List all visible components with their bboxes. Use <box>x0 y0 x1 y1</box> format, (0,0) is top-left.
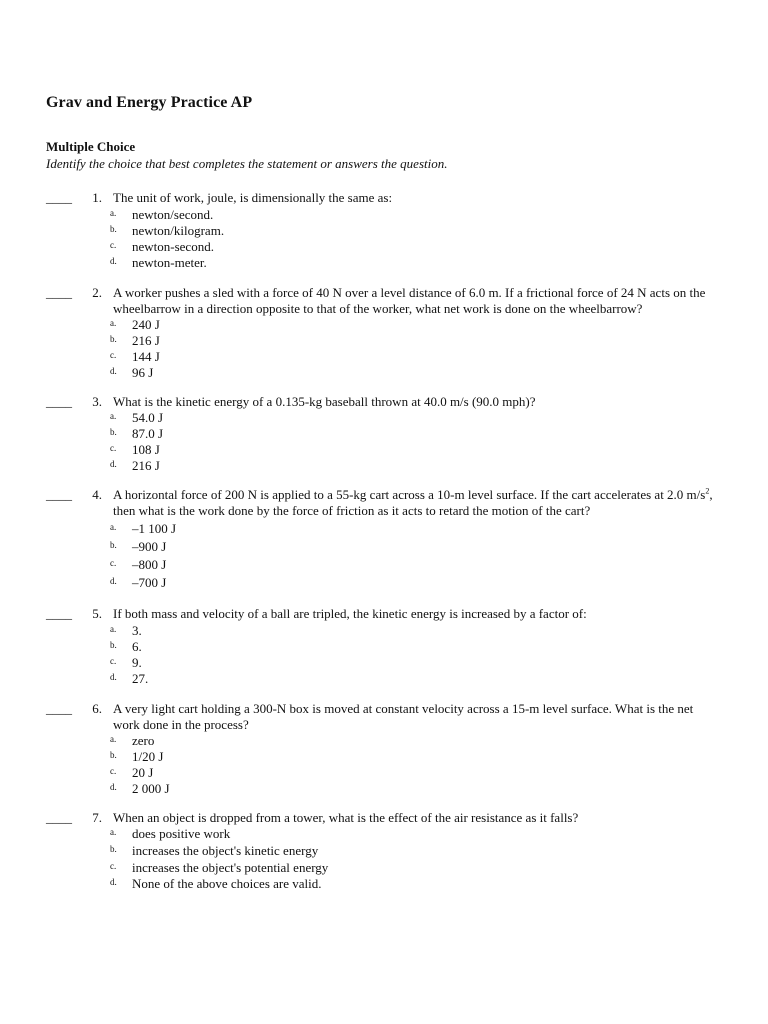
answer-blank[interactable]: ____ <box>46 810 72 825</box>
choice-text: 240 J <box>132 317 160 332</box>
question-number: 5. <box>92 606 102 621</box>
choice-text: None of the above choices are valid. <box>132 876 322 891</box>
answer-blank[interactable]: ____ <box>46 701 72 716</box>
choice-letter: d. <box>110 672 117 682</box>
choice-letter: b. <box>110 427 117 437</box>
choice-letter: b. <box>110 640 117 650</box>
question-number: 4. <box>92 487 102 502</box>
choice-letter: d. <box>110 877 117 887</box>
choice-text: 87.0 J <box>132 426 164 441</box>
choice-text: 216 J <box>132 333 160 348</box>
question-text-part: , then what is the work done by the force of friction as it acts to retard the motion of the cart? <box>113 487 713 518</box>
choice-text: does positive work <box>132 826 231 841</box>
choice-text: –700 J <box>132 575 167 590</box>
question-text: A worker pushes a sled with a force of 40 N over a level distance of 6.0 m. If a frictional force of 24 N acts on the wheelbarrow in a direction opposite to that of the worker, what net work is done on the wheelbarrow? <box>113 285 706 316</box>
question-text: When an object is dropped from a tower, what is the effect of the air resistance as it falls? <box>113 810 579 825</box>
choice-letter: c. <box>110 443 117 453</box>
section-heading: Multiple Choice <box>46 139 136 154</box>
answer-blank[interactable]: ____ <box>46 285 72 300</box>
choice-letter: a. <box>110 827 117 837</box>
choice-text: 1/20 J <box>132 749 164 764</box>
choice-letter: c. <box>110 766 117 776</box>
question-number: 3. <box>92 394 102 409</box>
choice-text: increases the object's kinetic energy <box>132 843 319 858</box>
superscript: 2 <box>705 486 710 496</box>
choice-text: newton/second. <box>132 207 214 222</box>
choice-letter: a. <box>110 624 117 634</box>
choice-letter: a. <box>110 318 117 328</box>
question-text: A very light cart holding a 300-N box is moved at constant velocity across a 15-m level surface. What is the net work done in the process? <box>113 701 694 732</box>
choice-letter: b. <box>110 540 117 550</box>
choice-text: zero <box>132 733 155 748</box>
question-number: 7. <box>92 810 102 825</box>
choice-text: –800 J <box>132 557 167 572</box>
choice-letter: a. <box>110 522 117 532</box>
choice-text: 108 J <box>132 442 160 457</box>
choice-letter: b. <box>110 844 117 854</box>
choice-text: 6. <box>132 639 142 654</box>
choice-text: newton-second. <box>132 239 214 254</box>
choice-letter: c. <box>110 240 117 250</box>
choice-text: 27. <box>132 671 149 686</box>
doc-title: Grav and Energy Practice AP <box>46 94 253 111</box>
choice-text: newton-meter. <box>132 255 207 270</box>
question-text: If both mass and velocity of a ball are tripled, the kinetic energy is increased by a factor of: <box>113 606 587 621</box>
question-number: 2. <box>92 285 102 300</box>
choice-text: 54.0 J <box>132 410 164 425</box>
choice-letter: c. <box>110 350 117 360</box>
choice-text: increases the object's potential energy <box>132 860 329 875</box>
answer-blank[interactable]: ____ <box>46 394 72 409</box>
choice-text: 9. <box>132 655 142 670</box>
choice-letter: d. <box>110 256 117 266</box>
choice-text: –900 J <box>132 539 167 554</box>
answer-blank[interactable]: ____ <box>46 190 72 205</box>
choice-text: 3. <box>132 623 142 638</box>
choice-letter: d. <box>110 366 117 376</box>
section-instructions: Identify the choice that best completes the statement or answers the question. <box>46 156 448 171</box>
choice-letter: c. <box>110 656 117 666</box>
question-number: 1. <box>92 190 102 205</box>
choice-letter: a. <box>110 734 117 744</box>
question-text: What is the kinetic energy of a 0.135-kg baseball thrown at 40.0 m/s (90.0 mph)? <box>113 394 536 409</box>
choice-letter: a. <box>110 208 117 218</box>
question-text-part: A horizontal force of 200 N is applied to a 55-kg cart across a 10-m level surface. If the cart accelerates at 2.0 m/s <box>113 487 706 502</box>
choice-letter: c. <box>110 861 117 871</box>
choice-text: newton/kilogram. <box>132 223 225 238</box>
choice-text: –1 100 J <box>132 521 177 536</box>
choice-letter: c. <box>110 558 117 568</box>
choice-letter: b. <box>110 334 117 344</box>
choice-text: 216 J <box>132 458 160 473</box>
choice-letter: d. <box>110 576 117 586</box>
choice-letter: b. <box>110 224 117 234</box>
choice-text: 144 J <box>132 349 160 364</box>
question-number: 6. <box>92 701 102 716</box>
choice-letter: d. <box>110 782 117 792</box>
choice-letter: b. <box>110 750 117 760</box>
question-text <box>113 487 723 519</box>
answer-blank[interactable]: ____ <box>46 606 72 621</box>
choice-text: 20 J <box>132 765 154 780</box>
choice-text: 2 000 J <box>132 781 170 796</box>
choice-letter: d. <box>110 459 117 469</box>
choice-text: 96 J <box>132 365 154 380</box>
choice-letter: a. <box>110 411 117 421</box>
question-text: The unit of work, joule, is dimensionally the same as: <box>113 190 393 205</box>
answer-blank[interactable]: ____ <box>46 487 72 502</box>
